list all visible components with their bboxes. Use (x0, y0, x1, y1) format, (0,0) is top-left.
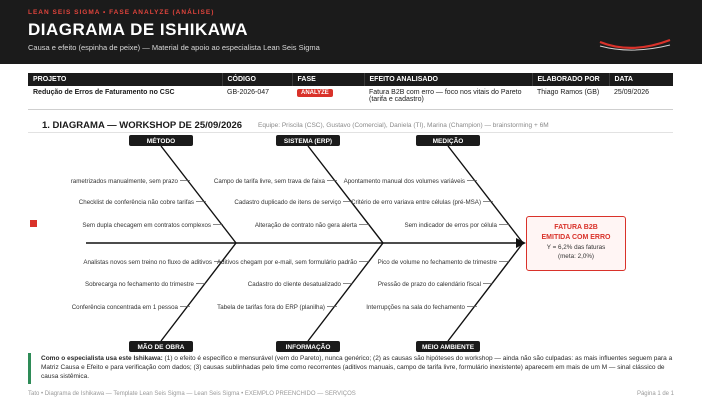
bone-informacao (308, 243, 383, 341)
cause-informacao-3: Tabela de tarifas fora do ERP (planilha) (217, 304, 325, 311)
category-medicao (416, 135, 480, 146)
category-medicao-label: MEDIÇÃO (432, 137, 464, 145)
effect-box (526, 216, 626, 271)
cause-mao-obra-2: Sobrecarga no fechamento do trimestre (84, 281, 194, 288)
project-code: GB-2026-047 (222, 86, 292, 109)
category-metodo (129, 135, 193, 146)
category-meio-label: MEIO AMBIENTE (421, 343, 475, 351)
bone-meio (448, 243, 523, 341)
col-header-phase: FASE (292, 73, 364, 86)
cause-metodo-2: Checklist de conferência não cobre tarifas (78, 199, 194, 206)
effect-target: (meta: 2,0%) (557, 253, 595, 260)
effect-line-2: EMITIDA COM ERRO (541, 234, 611, 241)
col-header-date: DATA (609, 73, 673, 86)
date: 25/09/2026 (609, 86, 673, 109)
effect-analyzed: Fatura B2B com erro — foco nos vitais do Pareto (tarifa e cadastro) (364, 86, 532, 109)
cause-sistema-1: Campo de tarifa livre, sem trava de faixa (213, 178, 325, 185)
page-title: DIAGRAMA DE ISHIKAWA (28, 20, 248, 39)
category-mao-obra (129, 341, 193, 352)
category-metodo-label: MÉTODO (146, 137, 176, 145)
cause-informacao-1: Aditivos chegam por e-mail, sem formulário padrão (217, 259, 357, 266)
page-number: Página 1 de 1 (636, 391, 674, 397)
cause-informacao-2: Cadastro do cliente desatualizado (247, 281, 341, 288)
bone-mao-obra (161, 243, 236, 341)
project-name: Redução de Erros de Faturamento no CSC (28, 86, 222, 109)
guidance-lead: Como o especialista usa este Ishikawa: (41, 355, 163, 362)
category-informacao-label: INFORMAÇÃO (285, 343, 331, 351)
col-header-effect: EFEITO ANALISADO (364, 73, 532, 86)
effect-line-1: FATURA B2B (554, 224, 598, 231)
category-sistema-label: SISTEMA (ERP) (283, 137, 333, 145)
header-kicker: LEAN SEIS SIGMA • FASE ANALYZE (ANÁLISE) (28, 9, 215, 16)
section-title: 1. DIAGRAMA — WORKSHOP DE 25/09/2026 (42, 120, 243, 131)
page-subtitle: Causa e efeito (espinha de peixe) — Material de apoio ao especialista Lean Seis Sigma (28, 43, 320, 52)
cause-meio-3: Interrupções na sala do fechamento (366, 304, 465, 311)
category-meio (416, 341, 480, 352)
col-header-author: ELABORADO POR (532, 73, 609, 86)
category-sistema (276, 135, 340, 146)
cause-sistema-3: Alteração de contrato não gera alerta (254, 222, 357, 229)
guidance-body: (1) o efeito é específico e mensurável (vem do Pareto), nunca genérico; (2) as causas são hipóteses do workshop — ainda não são culpadas: as mais influentes seguem para a Matriz Causa e Efeito e para verificação com dados; (3) causas sublinhadas pelo time como recorrentes (aditivos manuais, campo de tarifa livre, formulário inexistente) aparecem em mais de um M — sinal clássico de causa sistêmica. (41, 355, 673, 380)
category-informacao (276, 341, 340, 352)
category-mao-obra-label: MÃO DE OBRA (137, 343, 185, 351)
cause-medicao-3: Sem indicador de erros por célula (404, 222, 497, 229)
cause-meio-1: Pico de volume no fechamento de trimestre (377, 259, 497, 266)
cause-metodo-1: rametrizados manualmente, sem prazo (70, 178, 178, 185)
col-header-project: PROJETO (28, 73, 222, 86)
cause-medicao-1: Apontamento manual dos volumes variáveis (343, 178, 465, 185)
cause-mao-obra-1: Analistas novos sem treino no fluxo de aditivos (83, 259, 212, 266)
effect-metric: Y = 6,2% das faturas (546, 244, 606, 251)
cause-sistema-2: Cadastro duplicado de itens de serviço (234, 199, 341, 206)
cause-mao-obra-3: Conferência concentrada em 1 pessoa (71, 304, 178, 311)
phase-badge: ANALYZE (297, 89, 333, 97)
workshop-participants: Equipe: Priscila (CSC), Gustavo (Comercial), Daniela (TI), Marina (Champion) — brainstorming + 6M (258, 122, 549, 129)
guidance-note (28, 353, 673, 384)
footer-left: Tato • Diagrama de Ishikawa — Template Lean Seis Sigma — Lean Seis Sigma • EXEMPLO PREENCHIDO — SERVIÇOS (28, 391, 356, 397)
cause-metodo-3: Sem dupla checagem em contratos complexos (82, 222, 211, 229)
col-header-code: CÓDIGO (222, 73, 292, 86)
cause-meio-2: Pressão de prazo do calendário fiscal (377, 281, 481, 288)
cause-medicao-2: Critério de erro variava entre células (pré-MSA) (351, 199, 481, 206)
author: Thiago Ramos (GB) (532, 86, 609, 109)
